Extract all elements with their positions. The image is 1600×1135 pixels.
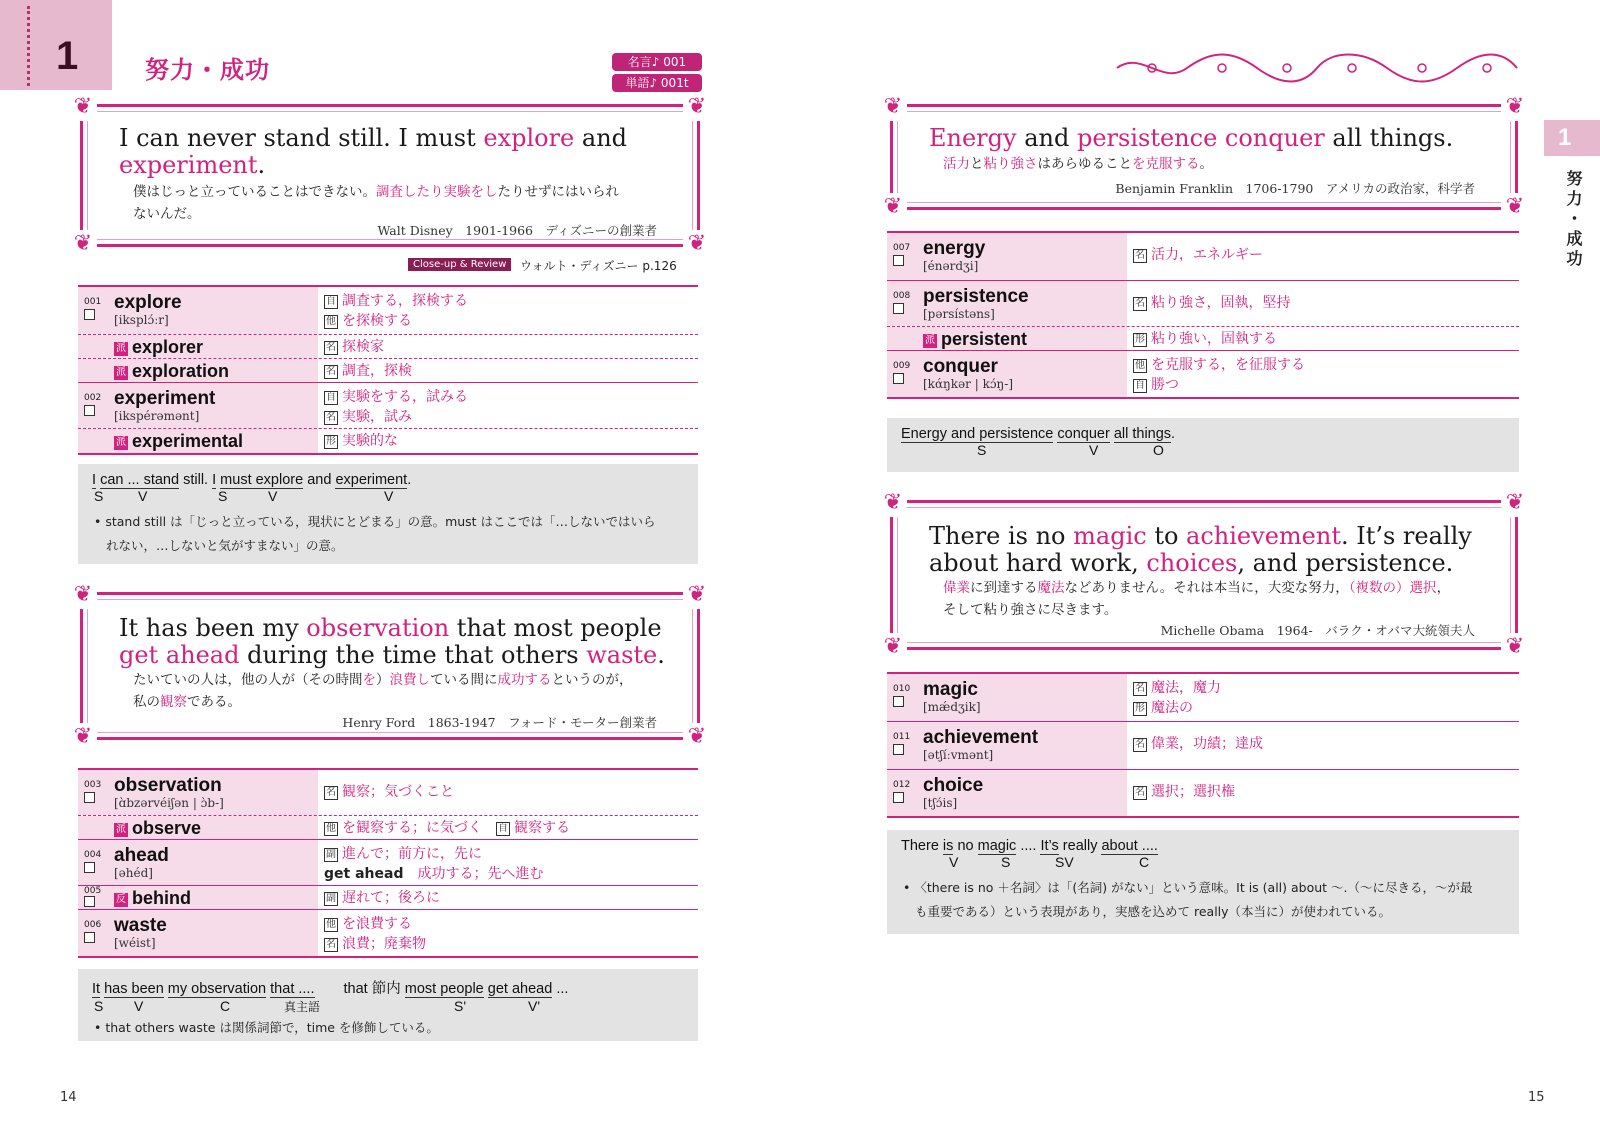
side-chapter-label: 努力・成功 bbox=[1564, 170, 1583, 270]
vocab-meaning: 名 魔法，魔力 形 魔法の bbox=[1135, 680, 1221, 716]
vocab-meaning: 他 を観察する；に気づく 自 観察する bbox=[326, 820, 570, 836]
quote-author: Michelle Obama 1964- バラク・オバマ大統領夫人 bbox=[1160, 623, 1475, 638]
vocab-pronunciation: [ikspérəmənt] bbox=[114, 409, 200, 423]
page-number-right: 15 bbox=[1528, 1090, 1545, 1105]
quote-japanese: 僕はじっと立っていることはできない。調査したり実験をしたりせずにはいられ ないんだ。 bbox=[133, 184, 619, 222]
vocab-meaning: 自 調査する，探検する 他 を探検する bbox=[326, 293, 468, 329]
vocab-number: 006 bbox=[78, 910, 108, 956]
grammar-note-4 bbox=[887, 830, 1519, 934]
quote-english: It has been my observation that most people get ahead during the time that others waste. bbox=[119, 614, 665, 669]
vocab-table-1 bbox=[78, 285, 698, 455]
checkbox-icon[interactable] bbox=[893, 373, 904, 384]
vocab-row bbox=[887, 281, 1519, 327]
vocab-pronunciation: [wéist] bbox=[114, 936, 156, 950]
vocab-row bbox=[887, 233, 1519, 281]
ornament-corner-icon: ❦ bbox=[69, 230, 97, 258]
ornament-corner-icon: ❦ bbox=[1501, 93, 1529, 121]
quote-frame-2 bbox=[73, 582, 707, 749]
audio-badge-quote[interactable]: 名言♪ 001 bbox=[612, 53, 702, 71]
vocab-word: energy bbox=[923, 238, 986, 259]
vocab-word: experimental bbox=[132, 431, 244, 451]
checkbox-icon[interactable] bbox=[893, 792, 904, 803]
vocab-meaning: 自 実験をする，試みる 名 実験，試み bbox=[326, 389, 468, 425]
sentence-labels: V S SV C bbox=[949, 854, 1150, 870]
vocab-meaning: 形 実験的な bbox=[326, 433, 398, 449]
vocab-meaning: 副 遅れて；後ろに bbox=[326, 890, 440, 906]
quote-english: I can never stand still. I must explore and experiment. bbox=[119, 124, 628, 179]
vocab-number: 011 bbox=[887, 722, 917, 769]
vocab-row bbox=[78, 840, 698, 886]
vocab-row bbox=[78, 383, 698, 429]
vocab-number: 007 bbox=[887, 233, 917, 280]
vocab-word: experiment bbox=[114, 388, 216, 409]
vocab-row bbox=[78, 770, 698, 816]
ornament-corner-icon: ❦ bbox=[69, 723, 97, 751]
vocab-row bbox=[78, 287, 698, 335]
chapter-number: 1 bbox=[56, 34, 79, 78]
vocab-row bbox=[887, 674, 1519, 722]
ornament-corner-icon: ❦ bbox=[683, 93, 711, 121]
checkbox-icon[interactable] bbox=[84, 896, 95, 907]
vocab-word: persistence bbox=[923, 286, 1029, 307]
checkbox-icon[interactable] bbox=[893, 744, 904, 755]
ornament-corner-icon: ❦ bbox=[1501, 193, 1529, 221]
vocab-row: 派 observe 他 を観察する；に気づく 自 観察する bbox=[78, 816, 698, 840]
vocab-pronunciation: [mǽdʒik] bbox=[923, 700, 981, 714]
vocab-pronunciation: [pərsístəns] bbox=[923, 307, 995, 321]
grammar-explanation: • 〈there is no ＋名詞〉は「(名詞) がない」という意味。It is (all) about 〜.（〜に尽きる，〜が最 も重要である）という表現があり，実感を込めて really（本当に）が使われている。 bbox=[903, 880, 1473, 919]
sentence-labels: S V S V V bbox=[94, 488, 394, 504]
vocab-pronunciation: [kάŋkər | kɔ́ŋ-] bbox=[923, 377, 1014, 391]
quote-frame-1 bbox=[73, 94, 707, 256]
vocab-number: 005 bbox=[78, 886, 108, 909]
vocab-word: exploration bbox=[132, 361, 230, 381]
vocab-number: 004 bbox=[78, 840, 108, 885]
vocab-meaning: 他 を克服する，を征服する 自 勝つ bbox=[1135, 357, 1305, 393]
vocab-row: 005 反 behind 副 遅れて；後ろに bbox=[78, 886, 698, 910]
ornament-corner-icon: ❦ bbox=[683, 230, 711, 258]
vocab-meaning: 名 探検家 bbox=[326, 339, 384, 355]
vocab-meaning: 名 偉業，功績；達成 bbox=[1135, 736, 1263, 752]
vocab-meaning: 副 進んで；前方に，先に get ahead 成功する；先へ進む bbox=[324, 846, 544, 882]
vocab-meaning: 名 粘り強さ，固執，堅持 bbox=[1135, 295, 1291, 311]
ornament-corner-icon: ❦ bbox=[1501, 633, 1529, 661]
vocab-word: achievement bbox=[923, 727, 1039, 748]
vocab-row bbox=[78, 910, 698, 956]
side-chapter-tab: 1 bbox=[1544, 120, 1600, 156]
vocab-table-3 bbox=[887, 231, 1519, 399]
checkbox-icon[interactable] bbox=[84, 405, 95, 416]
grammar-explanation: • stand still は「じっと立っている，現状にとどまる」の意。must はここでは「…しないではいら れない，…しないと気がすまない」の意。 bbox=[94, 514, 656, 553]
vocab-table-4 bbox=[887, 672, 1519, 818]
checkbox-icon[interactable] bbox=[893, 696, 904, 707]
vocab-row bbox=[887, 722, 1519, 770]
ornament-corner-icon: ❦ bbox=[683, 581, 711, 609]
sentence-labels: S V O bbox=[977, 442, 1164, 458]
vocab-word: magic bbox=[923, 679, 978, 700]
vocab-meaning: 名 観察；気づくこと bbox=[326, 784, 454, 800]
vocab-word: persistent bbox=[941, 329, 1028, 349]
chapter-tab-dots bbox=[27, 6, 30, 86]
checkbox-icon[interactable] bbox=[84, 862, 95, 873]
vocab-row: 派 persistent 形 粘り強い，固執する bbox=[887, 327, 1519, 351]
sentence-structure: It has been my observation that .... that 節内 most people get ahead ... bbox=[92, 981, 569, 997]
vocab-word: explorer bbox=[132, 337, 204, 357]
vocab-meaning: 他 を浪費する 名 浪費；廃棄物 bbox=[326, 916, 426, 952]
page-number-left: 14 bbox=[60, 1090, 77, 1105]
vocab-word: ahead bbox=[114, 845, 169, 866]
vocab-number: 010 bbox=[887, 674, 917, 721]
vocab-number: 002 bbox=[78, 383, 108, 428]
vocab-meaning: 名 選択；選択権 bbox=[1135, 784, 1235, 800]
sentence-structure: I can ... stand still. I must explore and experiment. bbox=[92, 472, 412, 488]
quote-japanese: 活力と粘り強さはあらゆることを克服する。 bbox=[943, 156, 1213, 172]
checkbox-icon[interactable] bbox=[84, 932, 95, 943]
sentence-structure: There is no magic .... It’s really about .... bbox=[901, 838, 1158, 854]
vocab-word: waste bbox=[114, 915, 167, 936]
vocab-pronunciation: [iksplɔ́ːr] bbox=[114, 313, 169, 327]
vocab-word: observe bbox=[132, 818, 202, 838]
vocab-row bbox=[887, 351, 1519, 397]
checkbox-icon[interactable] bbox=[893, 303, 904, 314]
checkbox-icon[interactable] bbox=[893, 255, 904, 266]
vocab-word: behind bbox=[132, 888, 191, 908]
closeup-badge[interactable]: Close-up & Review bbox=[408, 258, 511, 271]
grammar-note-2 bbox=[78, 969, 698, 1041]
quote-japanese: たいていの人は，他の人が（その時間を）浪費している間に成功するというのが， 私の観察である。 bbox=[133, 672, 633, 710]
vocab-pronunciation: [ətʃíːvmənt] bbox=[923, 748, 994, 762]
ornament-corner-icon: ❦ bbox=[69, 581, 97, 609]
vocab-word: choice bbox=[923, 775, 984, 796]
vocab-number: 012 bbox=[887, 770, 917, 816]
quote-frame-4 bbox=[883, 490, 1525, 659]
ornament-corner-icon: ❦ bbox=[879, 193, 907, 221]
vocab-meaning: 形 粘り強い，固執する bbox=[1135, 331, 1277, 347]
vocab-pronunciation: [əhéd] bbox=[114, 866, 153, 880]
ornament-corner-icon: ❦ bbox=[879, 489, 907, 517]
vocab-meaning: 名 活力，エネルギー bbox=[1135, 247, 1263, 263]
vocab-meaning: 名 調査，探検 bbox=[326, 363, 412, 379]
ornament-corner-icon: ❦ bbox=[1501, 489, 1529, 517]
vocab-row bbox=[887, 770, 1519, 816]
quote-author: Benjamin Franklin 1706-1790 アメリカの政治家，科学者 bbox=[1115, 181, 1475, 196]
vocab-word: explore bbox=[114, 292, 182, 313]
chapter-title: 努力・成功 bbox=[145, 56, 270, 84]
ornament-corner-icon: ❦ bbox=[879, 633, 907, 661]
audio-badge-words[interactable]: 単語♪ 001t bbox=[612, 74, 702, 92]
quote-japanese: 偉業に到達する魔法などありません。それは本当に，大変な努力，（複数の）選択， そして粘り強さに尽きます。 bbox=[943, 580, 1451, 618]
vocab-number: 008 bbox=[887, 281, 917, 326]
vocab-row: 派 experimental 形 実験的な bbox=[78, 429, 698, 453]
ornament-corner-icon: ❦ bbox=[69, 93, 97, 121]
quote-author: Henry Ford 1863-1947 フォード・モーター創業者 bbox=[342, 715, 657, 730]
vocab-pronunciation: [ɑ̀bzərvéiʃən | ɔ̀b-] bbox=[114, 796, 224, 810]
vocab-number: 009 bbox=[887, 351, 917, 397]
vocab-row: 派 exploration 名 調査，探検 bbox=[78, 359, 698, 383]
quote-author: Walt Disney 1901-1966 ディズニーの創業者 bbox=[377, 223, 657, 238]
quote-english: There is no magic to achievement. It’s really about hard work, choices, and persistence. bbox=[929, 522, 1472, 577]
sentence-structure: Energy and persistence conquer all things. bbox=[901, 426, 1176, 442]
checkbox-icon[interactable] bbox=[84, 792, 95, 803]
quote-frame-3 bbox=[883, 94, 1525, 219]
ornament-corner-icon: ❦ bbox=[683, 723, 711, 751]
closeup-reference: ウォルト・ディズニー p.126 bbox=[520, 259, 677, 273]
sentence-labels: S V C 真主語 S' V' bbox=[94, 998, 541, 1014]
decorative-vine-icon bbox=[1112, 50, 1522, 86]
grammar-explanation: • that others waste は関係詞節で，time を修飾している。 bbox=[94, 1020, 439, 1035]
ornament-corner-icon: ❦ bbox=[879, 93, 907, 121]
vocab-row: 派 explorer 名 探検家 bbox=[78, 335, 698, 359]
grammar-note-1 bbox=[78, 464, 698, 564]
vocab-table-2 bbox=[78, 768, 698, 958]
vocab-number: 001 bbox=[78, 287, 108, 334]
vocab-word: conquer bbox=[923, 356, 998, 377]
vocab-pronunciation: [tʃɔ́is] bbox=[923, 796, 958, 810]
chapter-tab bbox=[0, 0, 112, 90]
quote-english: Energy and persistence conquer all things. bbox=[929, 124, 1454, 152]
vocab-word: observation bbox=[114, 775, 222, 796]
checkbox-icon[interactable] bbox=[84, 309, 95, 320]
vocab-pronunciation: [énərdʒi] bbox=[923, 259, 979, 273]
vocab-number: 003 bbox=[78, 770, 108, 815]
grammar-note-3 bbox=[887, 418, 1519, 472]
